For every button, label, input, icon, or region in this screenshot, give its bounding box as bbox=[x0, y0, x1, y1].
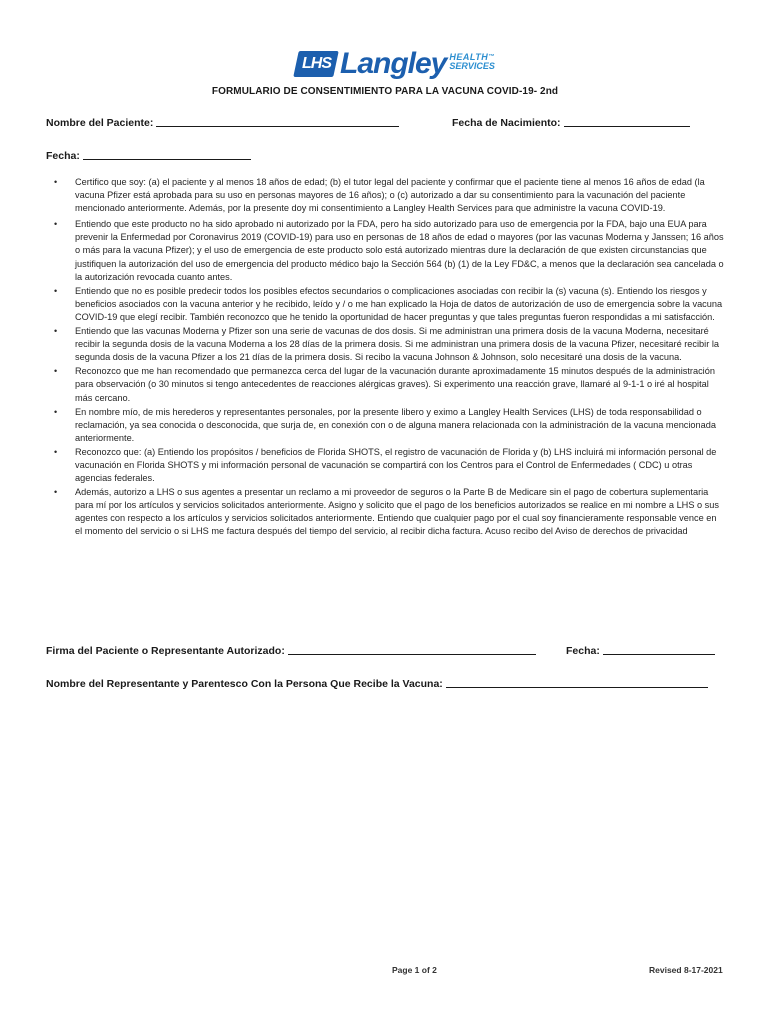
representative-field[interactable] bbox=[46, 677, 708, 690]
signature-label: Firma del Paciente o Representante Autorizado: bbox=[46, 645, 285, 657]
lhs-logo-mark: LHS bbox=[293, 51, 339, 77]
bullet-icon: • bbox=[54, 326, 58, 337]
bullet-icon: • bbox=[54, 219, 58, 230]
revision-date: Revised 8-17-2021 bbox=[649, 965, 723, 975]
consent-item: • Certifico que soy: (a) el paciente y al menos 18 años de edad; (b) el tutor legal del paciente y confirmar que el paciente tiene al menos 16 años de edad (la vacuna Pfizer está aprobada para su uso en personas mayores de 16 años); o (c) autorizado a dar su consentimiento para la vacunación del paciente mencionado anteriormente. Además, por la presente doy mi consentimiento a Langley Health Services para que administre la vacuna COVID-19. bbox=[54, 177, 705, 214]
consent-item: • Reconozco que: (a) Entiendo los propósitos / beneficios de Florida SHOTS, el registro de vacunación de Florida y (b) LHS incluirá mi información personal de vacunación en Florida SHOTS y mi información personal de vacunación se compartirá con los Centros para el Control de Enfermedades ( CDC) u otras agencias federales. bbox=[54, 446, 717, 484]
logo-subtitle: HEALTH™ SERVICES bbox=[449, 52, 495, 71]
consent-statements bbox=[46, 176, 726, 540]
signature-date-label: Fecha: bbox=[566, 645, 600, 657]
bullet-icon: • bbox=[54, 177, 58, 187]
date-field[interactable] bbox=[46, 149, 251, 162]
date-label: Fecha: bbox=[46, 150, 80, 162]
patient-name-blank[interactable] bbox=[156, 116, 399, 127]
consent-item: • Entiendo que las vacunas Moderna y Pfizer son una serie de vacunas de dos dosis. Si me administran una primera dosis de la vacuna Moderna, necesitaré recibir la segunda dosis de la vacuna Moderna a los 28 días de la primera dosis. Si me administran una primera dosis de la vacuna Pfizer, necesitaré recibir la segunda dosis de la vacuna Pfizer a los 21 días de la primera dosis. Si recibo la vacuna Johnson & Johnson, solo necesitaré una dosis de la vacuna. bbox=[54, 326, 719, 363]
bullet-icon: • bbox=[54, 285, 58, 296]
patient-name-field[interactable] bbox=[46, 116, 399, 129]
consent-item: • Entiendo que este producto no ha sido aprobado ni autorizado por la FDA, pero ha sido autorizado para uso de emergencia por la FDA, bajo una EUA para prevenir la Enfermedad por Coronavirus 2019 (COVID-19) para uso en personas de 18 años de edad o mayores (por las vacunas Moderna y Janssen; 16 años o más para la vacuna Pfizer); y el uso de emergencia de este producto solo está autorizado mientras dure la declaración de que existen circunstancias que justifiquen la autorización del uso de emergencia del producto médico bajo la Sección 564 (b) (1) de la Ley FD&C, a menos que la declaración sea cancelada o la autorización revocada cuanto antes. bbox=[54, 219, 724, 282]
signature-blank[interactable] bbox=[288, 644, 536, 655]
bullet-icon: • bbox=[54, 487, 58, 498]
consent-item: • Reconozco que me han recomendado que permanezca cerca del lugar de la vacunación durante aproximadamente 15 minutos después de la administración para observación (o 30 minutos si tengo antecedentes de reacciones alérgicas graves). Si experimento una reacción grave, llamaré al 9-1-1 o iré al hospital más cercano. bbox=[54, 366, 715, 403]
consent-item: • En nombre mío, de mis herederos y representantes personales, por la presente libero y eximo a Langley Health Services (LHS) de toda responsabilidad o reclamación, ya sea conocida o desconocida, que surja de, en conexión con o de alguna manera relacionada con la administración de la vacuna mencionada anteriormente. bbox=[54, 406, 716, 443]
birth-date-blank[interactable] bbox=[564, 116, 690, 127]
langley-logo bbox=[296, 46, 495, 82]
bullet-icon: • bbox=[54, 446, 58, 457]
bullet-icon: • bbox=[54, 406, 58, 417]
birth-date-label: Fecha de Nacimiento: bbox=[452, 117, 561, 129]
logo-wordmark: Langley bbox=[340, 47, 447, 80]
representative-blank[interactable] bbox=[446, 677, 708, 688]
birth-date-field[interactable] bbox=[452, 116, 690, 129]
signature-field[interactable] bbox=[46, 644, 536, 657]
representative-label: Nombre del Representante y Parentesco Con la Persona Que Recibe la Vacuna: bbox=[46, 678, 443, 690]
signature-date-blank[interactable] bbox=[603, 644, 715, 655]
date-blank[interactable] bbox=[83, 149, 251, 160]
consent-item: • Además, autorizo a LHS o sus agentes a presentar un reclamo a mi proveedor de seguros o la Parte B de Medicare sin el pago de cobertura suplementaria para mí por los artículos y servicios solicitados anteriormente. Asigno y solicito que el pago de los beneficios autorizados se realice en mi nombre a LHS o sus agentes con respecto a los artículos y servicios solicitados anteriormente. Entiendo que cualquier pago por el cual soy financieramente responsable vence en el momento del servicio o si LHS me factura después del tiempo del servicio, al recibir dicha factura. Acuso recibo del Aviso de derechos de privacidad bbox=[54, 487, 719, 537]
signature-date-field[interactable] bbox=[566, 644, 715, 657]
bullet-icon: • bbox=[54, 366, 58, 377]
consent-item: • Entiendo que no es posible predecir todos los posibles efectos secundarios o complicaciones asociadas con recibir la (s) vacuna (s). Entiendo los riesgos y beneficios asociados con la vacuna anterior y he recibido, leído y / o me han explicado la Hoja de datos de autorización de uso de emergencia sobre la vacuna COVID-19 que elegí recibir. También reconozco que he tenido la oportunidad de hacer preguntas y que tales preguntas fueron respondidas a mi satisfacción. bbox=[54, 285, 723, 322]
form-title: FORMULARIO DE CONSENTIMIENTO PARA LA VACUNA COVID-19- 2nd bbox=[211, 86, 559, 97]
patient-name-label: Nombre del Paciente: bbox=[46, 117, 154, 129]
page-number: Page 1 of 2 bbox=[392, 965, 437, 975]
